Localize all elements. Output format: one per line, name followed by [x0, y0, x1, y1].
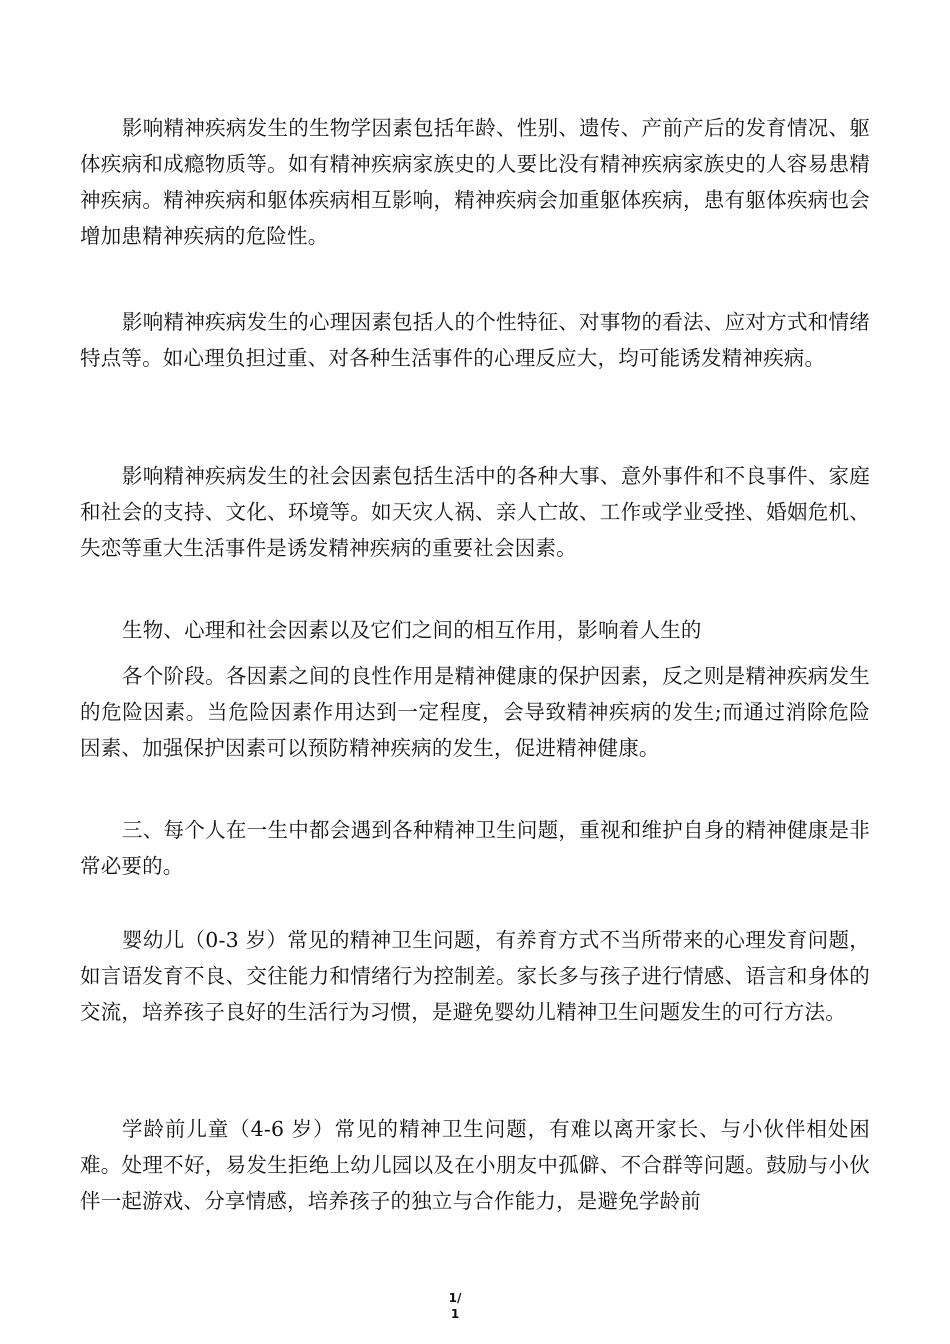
- paragraph-social-factors: 影响精神疾病发生的社会因素包括生活中的各种大事、意外事件和不良事件、家庭和社会的支持、文化、环境等。如天灾人祸、亲人亡故、工作或学业受挫、婚姻危机、失恋等重大生活事件是诱发精神疾病的重要社会因素。: [80, 464, 870, 560]
- paragraph-interaction-intro: 生物、心理和社会因素以及它们之间的相互作用，影响着人生的: [122, 618, 702, 642]
- page-number-total: 1: [450, 1307, 460, 1321]
- paragraph-infants: 婴幼儿（0-3 岁）常见的精神卫生问题，有养育方式不当所带来的心理发育问题，如言语发育不良、交往能力和情绪行为控制差。家长多与孩子进行情感、语言和身体的交流，培养孩子良好的生活行为习惯，是避免婴幼儿精神卫生问题发生的可行方法。: [80, 928, 870, 1024]
- paragraph-preschool-children: 学龄前儿童（4-6 岁）常见的精神卫生问题，有难以离开家长、与小伙伴相处困难。处理不好，易发生拒绝上幼儿园以及在小朋友中孤僻、不合群等问题。鼓励与小伙伴一起游戏、分享情感，培养孩子的独立与合作能力，是避免学龄前: [80, 1117, 870, 1213]
- paragraph-psychological-factors: 影响精神疾病发生的心理因素包括人的个性特征、对事物的看法、应对方式和情绪特点等。如心理负担过重、对各种生活事件的心理反应大，均可能诱发精神疾病。: [80, 310, 870, 370]
- paragraph-biological-factors: 影响精神疾病发生的生物学因素包括年龄、性别、遗传、产前产后的发育情况、躯体疾病和成瘾物质等。如有精神疾病家族史的人要比没有精神疾病家族史的人容易患精神疾病。精神疾病和躯体疾病相互影响，精神疾病会加重躯体疾病，患有躯体疾病也会增加患精神疾病的危险性。: [80, 116, 870, 248]
- page-number: [440, 1290, 470, 1322]
- page-number-current: 1/: [448, 1291, 462, 1305]
- paragraph-section-three-heading: 三、每个人在一生中都会遇到各种精神卫生问题，重视和维护自身的精神健康是非常必要的。: [80, 818, 870, 878]
- paragraph-interaction-continued: 各个阶段。各因素之间的良性作用是精神健康的保护因素，反之则是精神疾病发生的危险因素。当危险因素作用达到一定程度，会导致精神疾病的发生;而通过消除危险因素、加强保护因素可以预防精神疾病的发生，促进精神健康。: [80, 664, 870, 760]
